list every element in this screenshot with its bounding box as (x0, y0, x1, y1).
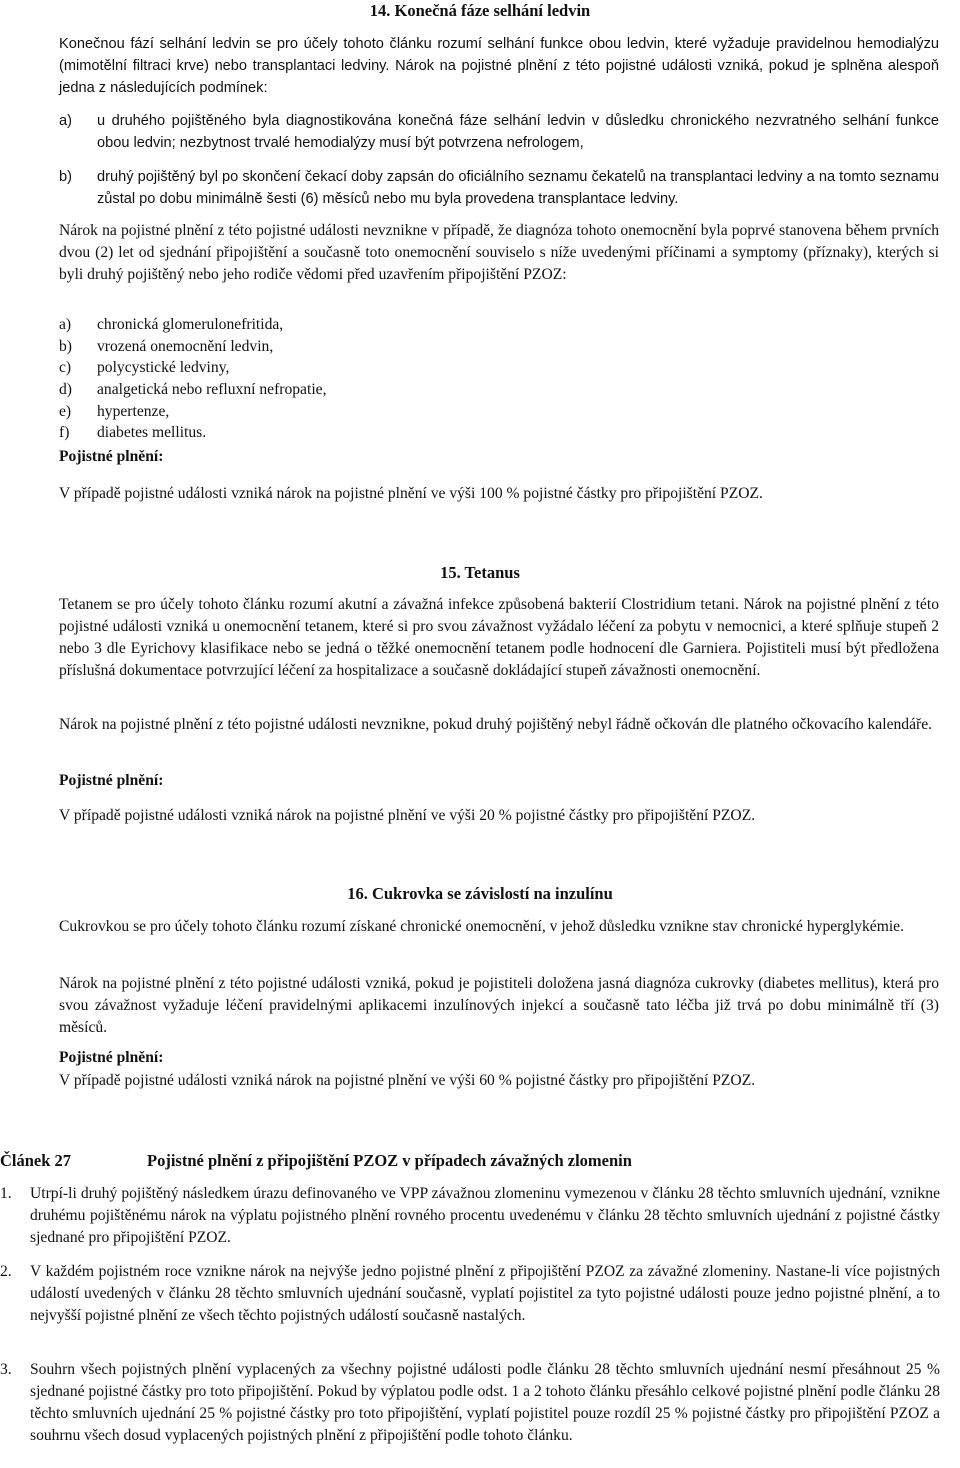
article-number: Článek 27 (0, 1151, 72, 1170)
cause-text: chronická glomerulonefritida, (97, 316, 284, 333)
condition-a (59, 110, 939, 154)
section-16-p1: Cukrovkou se pro účely tohoto článku rozumí získané chronické onemocnění, v jehož důsledku vznikne stav chronické hyperglykémie. (59, 918, 905, 935)
article-item-text: Utrpí-li druhý pojištěný následkem úrazu definovaného ve VPP závažnou zlomeninu vymezenou v článku 28 těchto smluvních ujednání, vznikne druhému pojištěnému nárok na výplatu pojistného plnění rovného procentu uvedenému v článku 28 těchto smluvních ujednání z pojistné částky sjednané pro připojištění PZOZ. (30, 1185, 940, 1246)
section-16-title (0, 883, 960, 905)
cause-text: analgetická nebo refluxní nefropatie, (97, 381, 327, 398)
benefit-heading: Pojistné plnění: (59, 448, 164, 465)
condition-label: b) (59, 169, 72, 185)
section-16-benefit: V případě pojistné události vzniká nárok na pojistné plnění ve výši 60 % pojistné částky pro připojištění PZOZ. (59, 1072, 756, 1089)
article-title: Pojistné plnění z připojištění PZOZ v případech závažných zlomenin (147, 1151, 632, 1170)
article-item (0, 1261, 940, 1327)
cause-label: c) (59, 359, 72, 376)
cause-text: hypertenze, (97, 403, 170, 420)
cause-text: diabetes mellitus. (97, 424, 207, 441)
cause-label: d) (59, 381, 72, 398)
section-15-title: 15. Tetanus (440, 563, 520, 582)
section-14-title: 14. Konečná fáze selhání ledvin (369, 1, 591, 20)
condition-text: u druhého pojištěného byla diagnostikována konečná fáze selhání ledvin v důsledku chronického nezvratného selhání funkce obou ledvin; nezbytnost trvalé hemodialýzy musí být potvrzena nefrologem, (97, 113, 939, 151)
cause-label: a) (59, 316, 72, 333)
section-15-p2: Nárok na pojistné plnění z této pojistné události nevznikne, pokud druhý pojištěný nebyl řádně očkován dle platného očkovacího kalendáře. (59, 716, 933, 733)
article-item (0, 1183, 940, 1249)
section-14-intro: Konečnou fází selhání ledvin se pro účely tohoto článku rozumí selhání funkce obou ledvin, které vyžaduje pravidelnou hemodialýzu (mimotělní filtraci krve) nebo transplantaci ledviny. Nárok na pojistné plnění z této pojistné události vzniká, pokud je splněna alespoň jedna z následujících podmínek: (59, 36, 939, 96)
cause-item (59, 357, 939, 379)
article-item-text: V každém pojistném roce vznikne nárok na nejvýše jedno pojistné plnění z připojištění PZOZ za závažné zlomeniny. Nastane-li více pojistných událostí uvedených v článku 28 těchto smluvních ujednání současně, vyplatí pojistitel za tyto pojistné události pouze jedno pojistné plnění, a to nejvyšší pojistné plnění ze všech těchto pojistných událostí současně nastalých. (30, 1263, 940, 1324)
section-15-benefit: V případě pojistné události vzniká nárok na pojistné plnění ve výši 20 % pojistné částky pro připojištění PZOZ. (59, 807, 756, 824)
cause-label: f) (59, 424, 70, 441)
section-16-title-text: 16. Cukrovka se závislostí na inzulínu (347, 884, 613, 903)
cause-label: b) (59, 338, 72, 355)
section-16-p2: Nárok na pojistné plnění z této pojistné události vzniká, pokud je pojistiteli doložena jasná diagnóza cukrovky (diabetes mellitus), která pro svou závažnost vyžaduje léčení pravidelnými aplikacemi inzulínových injekcí a současně tato léčba již trvá po dobu minimálně tří (3) měsíců. (59, 975, 939, 1036)
benefit-heading: Pojistné plnění: (59, 772, 164, 789)
cause-label: e) (59, 403, 72, 420)
cause-item (59, 379, 939, 401)
section-15-p1: Tetanem se pro účely tohoto článku rozumí akutní a závažná infekce způsobená bakterií Clostridium tetani. Nárok na pojistné plnění z této pojistné události vzniká u onemocnění tetanem, které si pro svou závažnost vyžádalo léčení za pobytu v nemocnici, a které splňuje stupeň 2 nebo 3 dle Eyrichovy klasifikace nebo se jedná o těžké onemocnění tetanem podle hodnocení dle Garniera. Pojistiteli musí být předložena příslušná dokumentace potvrzující léčení za hospitalizace a současně dokládající stupeň závažnosti onemocnění. (59, 596, 939, 679)
cause-text: polycystické ledviny, (97, 359, 230, 376)
cause-item (59, 336, 939, 358)
article-item-label: 3. (0, 1361, 12, 1378)
benefit-heading: Pojistné plnění: (59, 1049, 164, 1066)
article-item-label: 2. (0, 1263, 12, 1280)
article-item-label: 1. (0, 1185, 12, 1202)
article-item-text: Souhrn všech pojistných plnění vyplacených za všechny pojistné události podle článku 28 těchto smluvních ujednání nesmí přesáhnout 25 % sjednané pojistné částky pro toto připojištění. Pokud by výplatou podle odst. 1 a 2 tohoto článku přesáhlo celkové pojistné plnění podle článku 28 těchto smluvních ujednání 25 % pojistné částky pro toto připojištění, vyplatí pojistitel pouze rozdíl 25 % pojistné částky pro připojištění PZOZ a souhrnu všech dosud vyplacených pojistných plnění z připojištění podle tohoto článku. (30, 1361, 940, 1444)
article-item (0, 1359, 940, 1447)
condition-text: druhý pojištěný byl po skončení čekací doby zapsán do oficiálního seznamu čekatelů na transplantaci ledviny a na tomto seznamu zůstal po dobu minimálně šesti (6) měsíců nebo mu byla provedena transplantace ledviny. (97, 169, 939, 207)
cause-item (59, 422, 939, 444)
cause-item (59, 314, 939, 336)
section-14-exclusion: Nárok na pojistné plnění z této pojistné události nevznikne v případě, že diagnóza tohoto onemocnění byla poprvé stanovena během prvních dvou (2) let od sjednání připojištění a současně toto onemocnění souviselo s níže uvedenými příčinami a symptomy (příznaky), kterých si byli druhý pojištěný nebo jeho rodiče vědomi před uzavřením připojištění PZOZ: (59, 222, 939, 283)
condition-label: a) (59, 113, 72, 129)
cause-text: vrozená onemocnění ledvin, (97, 338, 274, 355)
condition-b (59, 166, 939, 210)
cause-item (59, 401, 939, 423)
section-14-benefit: V případě pojistné události vzniká nárok na pojistné plnění ve výši 100 % pojistné částky pro připojištění PZOZ. (59, 485, 763, 502)
